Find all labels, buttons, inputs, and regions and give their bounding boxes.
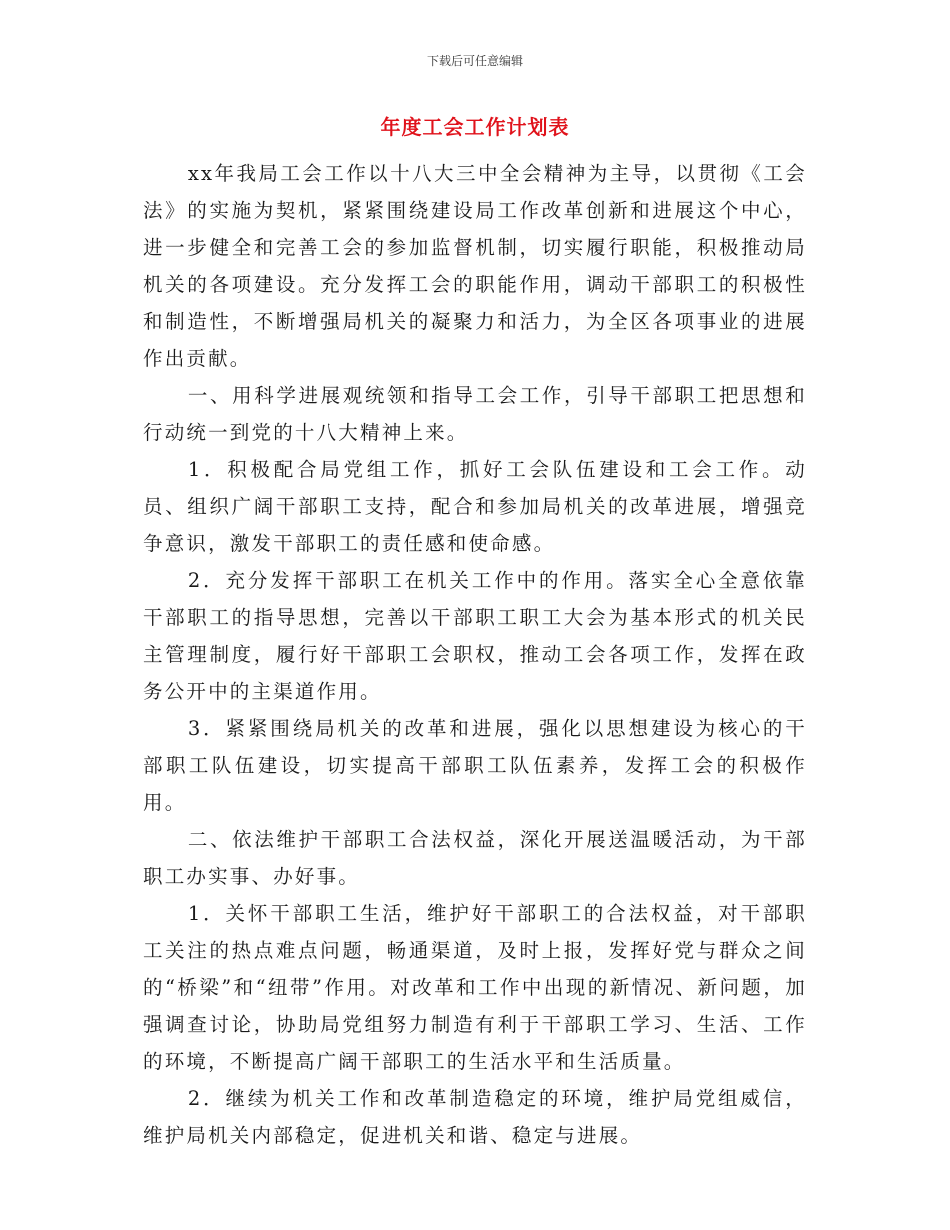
paragraph-intro: xx年我局工会工作以十八大三中全会精神为主导，以贯彻《工会法》的实施为契机，紧紧围绕建设局工作改革创新和进展这个中心，进一步健全和完善工会的参加监督机制，切实履行职能，积极推动局机关的各项建设。充分发挥工会的职能作用，调动干部职工的积极性和制造性，不断增强局机关的凝聚力和活力，为全区各项事业的进展作出贡献。 <box>143 162 807 370</box>
section-heading-2: 二、依法维护干部职工合法权益，深化开展送温暖活动，为干部职工办实事、办好事。 <box>143 828 807 888</box>
paragraph-1-1: 1．积极配合局党组工作，抓好工会队伍建设和工会工作。动员、组织广阔干部职工支持，配合和参加局机关的改革进展，增强竞争意识，激发干部职工的责任感和使命感。 <box>143 458 807 555</box>
paragraph-1-2: 2．充分发挥干部职工在机关工作中的作用。落实全心全意依靠干部职工的指导思想，完善以干部职工职工大会为基本形式的机关民主管理制度，履行好干部职工会职权，推动工会各项工作，发挥在政务公开中的主渠道作用。 <box>143 569 807 703</box>
section-heading-1: 一、用科学进展观统领和指导工会工作，引导干部职工把思想和行动统一到党的十八大精神上来。 <box>143 384 807 444</box>
paragraph-2-1: 1．关怀干部职工生活，维护好干部职工的合法权益，对干部职工关注的热点难点问题，畅通渠道，及时上报，发挥好党与群众之间的“桥梁”和“纽带”作用。对改革和工作中出现的新情况、新问题，加强调查讨论，协助局党组努力制造有利于干部职工学习、生活、工作的环境，不断提高广阔干部职工的生活水平和生活质量。 <box>143 902 807 1073</box>
document-title: 年度工会工作计划表 <box>380 115 570 139</box>
paragraph-2-2: 2．继续为机关工作和改革制造稳定的环境，维护局党组威信，维护局机关内部稳定，促进机关和谐、稳定与进展。 <box>143 1087 807 1147</box>
document-body <box>143 155 807 1154</box>
header-note: 下载后可任意编辑 <box>426 54 523 68</box>
paragraph-1-3: 3．紧紧围绕局机关的改革和进展，强化以思想建设为核心的干部职工队伍建设，切实提高干部职工队伍素养，发挥工会的积极作用。 <box>143 717 807 814</box>
